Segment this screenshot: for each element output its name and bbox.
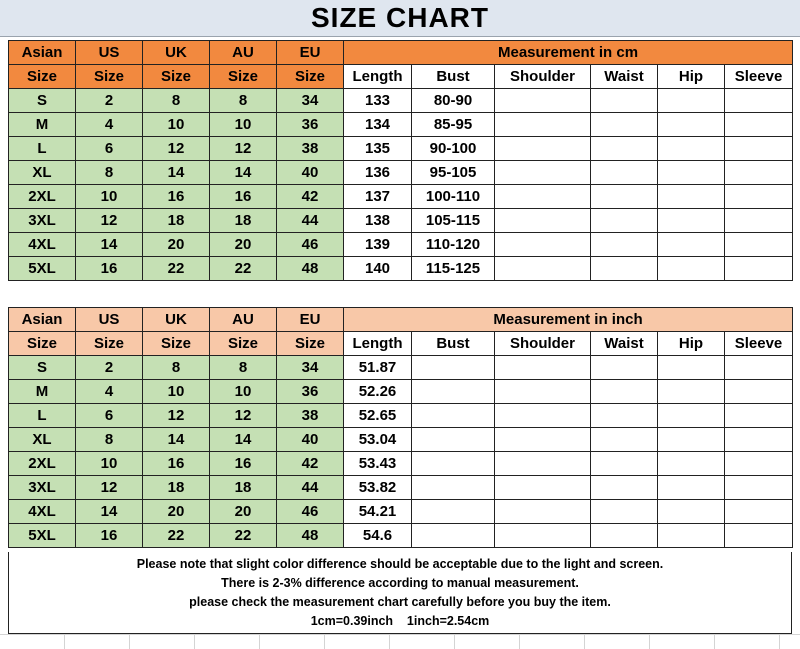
shoulder-cell — [495, 233, 591, 257]
length-cell: 133 — [344, 89, 412, 113]
size-cell-asian: 4XL — [9, 500, 76, 524]
hip-cell — [658, 428, 725, 452]
length-cell: 136 — [344, 161, 412, 185]
size-cell-eu: 44 — [277, 209, 344, 233]
size-cell-eu: 48 — [277, 257, 344, 281]
length-cell: 54.21 — [344, 500, 412, 524]
hip-cell — [658, 476, 725, 500]
header-row-bottom — [9, 65, 793, 89]
column-header: Asian — [9, 308, 76, 332]
sleeve-cell — [725, 428, 793, 452]
length-cell: 139 — [344, 233, 412, 257]
note-line: There is 2-3% difference according to manual measurement. — [221, 576, 579, 590]
hip-cell — [658, 524, 725, 548]
column-header: AU — [210, 308, 277, 332]
hip-cell — [658, 209, 725, 233]
length-cell: 138 — [344, 209, 412, 233]
size-cell-eu: 40 — [277, 428, 344, 452]
size-cell-eu: 40 — [277, 161, 344, 185]
hip-cell — [658, 500, 725, 524]
column-header: Asian — [9, 41, 76, 65]
hip-cell — [658, 257, 725, 281]
shoulder-cell — [495, 89, 591, 113]
length-cell: 51.87 — [344, 356, 412, 380]
size-cell-asian: XL — [9, 428, 76, 452]
column-header-sub: Size — [277, 65, 344, 89]
size-cell-uk: 10 — [143, 380, 210, 404]
shoulder-cell — [495, 428, 591, 452]
table-row — [9, 452, 793, 476]
hip-cell — [658, 89, 725, 113]
size-cell-asian: 3XL — [9, 209, 76, 233]
table-row — [9, 257, 793, 281]
table-row — [9, 89, 793, 113]
bust-cell: 85-95 — [412, 113, 495, 137]
notes-panel — [8, 552, 792, 634]
size-cell-asian: 3XL — [9, 476, 76, 500]
sleeve-cell — [725, 500, 793, 524]
table-row — [9, 209, 793, 233]
shoulder-cell — [495, 209, 591, 233]
measurement-column-header: Sleeve — [725, 65, 793, 89]
hip-cell — [658, 161, 725, 185]
measurement-group-header: Measurement in cm — [344, 41, 793, 65]
hip-cell — [658, 113, 725, 137]
size-cell-us: 2 — [76, 356, 143, 380]
size-cell-uk: 22 — [143, 257, 210, 281]
conversion-note: 1cm=0.39inch 1inch=2.54cm — [310, 614, 490, 628]
size-cell-eu: 36 — [277, 380, 344, 404]
size-cell-us: 10 — [76, 452, 143, 476]
bust-cell — [412, 452, 495, 476]
shoulder-cell — [495, 476, 591, 500]
size-cell-au: 22 — [210, 257, 277, 281]
size-cell-eu: 46 — [277, 500, 344, 524]
waist-cell — [591, 209, 658, 233]
size-cell-us: 8 — [76, 428, 143, 452]
waist-cell — [591, 524, 658, 548]
column-header-sub: Size — [210, 65, 277, 89]
table-row — [9, 161, 793, 185]
column-header-sub: Size — [143, 65, 210, 89]
size-cell-au: 16 — [210, 452, 277, 476]
size-cell-eu: 42 — [277, 452, 344, 476]
size-cell-eu: 44 — [277, 476, 344, 500]
sleeve-cell — [725, 476, 793, 500]
table-row — [9, 113, 793, 137]
waist-cell — [591, 356, 658, 380]
hip-cell — [658, 137, 725, 161]
waist-cell — [591, 233, 658, 257]
table-row — [9, 476, 793, 500]
length-cell: 53.82 — [344, 476, 412, 500]
header-row-top — [9, 308, 793, 332]
size-cell-uk: 14 — [143, 161, 210, 185]
shoulder-cell — [495, 137, 591, 161]
sleeve-cell — [725, 161, 793, 185]
hip-cell — [658, 185, 725, 209]
size-cell-asian: 2XL — [9, 185, 76, 209]
size-cell-us: 4 — [76, 113, 143, 137]
size-cell-asian: L — [9, 137, 76, 161]
size-cell-uk: 18 — [143, 476, 210, 500]
size-cell-uk: 12 — [143, 137, 210, 161]
length-cell: 54.6 — [344, 524, 412, 548]
waist-cell — [591, 476, 658, 500]
size-cell-us: 10 — [76, 185, 143, 209]
size-cell-asian: 5XL — [9, 257, 76, 281]
size-cell-asian: M — [9, 380, 76, 404]
bust-cell: 100-110 — [412, 185, 495, 209]
waist-cell — [591, 380, 658, 404]
waist-cell — [591, 185, 658, 209]
size-cell-au: 8 — [210, 89, 277, 113]
size-cell-uk: 12 — [143, 404, 210, 428]
spreadsheet-grid — [0, 634, 800, 649]
waist-cell — [591, 452, 658, 476]
waist-cell — [591, 137, 658, 161]
column-header-sub: Size — [76, 332, 143, 356]
size-cell-asian: XL — [9, 161, 76, 185]
bust-cell: 80-90 — [412, 89, 495, 113]
size-cell-asian: 4XL — [9, 233, 76, 257]
size-cell-eu: 34 — [277, 89, 344, 113]
size-cell-uk: 20 — [143, 233, 210, 257]
size-cell-asian: S — [9, 89, 76, 113]
measurement-column-header: Length — [344, 65, 412, 89]
measurement-column-header: Shoulder — [495, 65, 591, 89]
size-cell-au: 8 — [210, 356, 277, 380]
measurement-column-header: Waist — [591, 65, 658, 89]
table-row — [9, 380, 793, 404]
size-cell-au: 14 — [210, 428, 277, 452]
shoulder-cell — [495, 161, 591, 185]
size-cell-asian: S — [9, 356, 76, 380]
size-cell-au: 14 — [210, 161, 277, 185]
column-header: US — [76, 41, 143, 65]
note-line: please check the measurement chart carefully before you buy the item. — [189, 595, 611, 609]
bust-cell — [412, 380, 495, 404]
shoulder-cell — [495, 356, 591, 380]
size-cell-au: 10 — [210, 380, 277, 404]
size-cell-eu: 42 — [277, 185, 344, 209]
sleeve-cell — [725, 89, 793, 113]
hip-cell — [658, 233, 725, 257]
waist-cell — [591, 161, 658, 185]
size-cell-uk: 14 — [143, 428, 210, 452]
sleeve-cell — [725, 185, 793, 209]
length-cell: 134 — [344, 113, 412, 137]
length-cell: 137 — [344, 185, 412, 209]
size-cell-au: 18 — [210, 209, 277, 233]
size-cell-au: 22 — [210, 524, 277, 548]
measurement-column-header: Waist — [591, 332, 658, 356]
column-header: EU — [277, 41, 344, 65]
size-cell-eu: 48 — [277, 524, 344, 548]
length-cell: 140 — [344, 257, 412, 281]
table-row — [9, 233, 793, 257]
column-header: US — [76, 308, 143, 332]
size-cell-au: 20 — [210, 233, 277, 257]
bust-cell: 105-115 — [412, 209, 495, 233]
measurement-column-header: Bust — [412, 332, 495, 356]
page-title: SIZE CHART — [311, 2, 489, 33]
column-header-sub: Size — [76, 65, 143, 89]
size-cell-asian: L — [9, 404, 76, 428]
column-header-sub: Size — [210, 332, 277, 356]
shoulder-cell — [495, 380, 591, 404]
sleeve-cell — [725, 137, 793, 161]
note-line: Please note that slight color difference should be acceptable due to the light and screen. — [136, 557, 664, 571]
size-table-cm — [8, 40, 793, 281]
hip-cell — [658, 452, 725, 476]
shoulder-cell — [495, 524, 591, 548]
waist-cell — [591, 500, 658, 524]
size-cell-au: 20 — [210, 500, 277, 524]
measurement-column-header: Bust — [412, 65, 495, 89]
size-cell-us: 14 — [76, 500, 143, 524]
measurement-column-header: Shoulder — [495, 332, 591, 356]
sleeve-cell — [725, 404, 793, 428]
sleeve-cell — [725, 524, 793, 548]
size-cell-uk: 18 — [143, 209, 210, 233]
sleeve-cell — [725, 113, 793, 137]
hip-cell — [658, 404, 725, 428]
size-cell-au: 18 — [210, 476, 277, 500]
size-cell-au: 16 — [210, 185, 277, 209]
waist-cell — [591, 89, 658, 113]
bust-cell — [412, 524, 495, 548]
size-cell-us: 16 — [76, 257, 143, 281]
measurement-column-header: Sleeve — [725, 332, 793, 356]
size-cell-au: 12 — [210, 137, 277, 161]
size-cell-us: 8 — [76, 161, 143, 185]
size-cell-asian: M — [9, 113, 76, 137]
table-row — [9, 404, 793, 428]
size-cell-au: 10 — [210, 113, 277, 137]
size-cell-asian: 2XL — [9, 452, 76, 476]
length-cell: 135 — [344, 137, 412, 161]
inch-table-body — [9, 308, 793, 548]
size-cell-us: 6 — [76, 137, 143, 161]
sleeve-cell — [725, 257, 793, 281]
column-header: EU — [277, 308, 344, 332]
title-bar — [0, 0, 800, 37]
measurement-group-header: Measurement in inch — [344, 308, 793, 332]
size-cell-us: 6 — [76, 404, 143, 428]
size-cell-eu: 36 — [277, 113, 344, 137]
size-cell-eu: 34 — [277, 356, 344, 380]
shoulder-cell — [495, 452, 591, 476]
size-cell-uk: 10 — [143, 113, 210, 137]
column-header: UK — [143, 308, 210, 332]
sleeve-cell — [725, 209, 793, 233]
measurement-column-header: Hip — [658, 65, 725, 89]
size-cell-us: 14 — [76, 233, 143, 257]
size-cell-eu: 46 — [277, 233, 344, 257]
bust-cell: 95-105 — [412, 161, 495, 185]
sleeve-cell — [725, 233, 793, 257]
waist-cell — [591, 404, 658, 428]
size-cell-uk: 8 — [143, 89, 210, 113]
header-row-top — [9, 41, 793, 65]
bust-cell — [412, 356, 495, 380]
table-row — [9, 500, 793, 524]
size-cell-uk: 22 — [143, 524, 210, 548]
size-cell-us: 12 — [76, 476, 143, 500]
size-cell-eu: 38 — [277, 404, 344, 428]
bust-cell: 110-120 — [412, 233, 495, 257]
measurement-column-header: Length — [344, 332, 412, 356]
length-cell: 53.43 — [344, 452, 412, 476]
size-cell-uk: 16 — [143, 185, 210, 209]
size-table-inch — [8, 307, 793, 548]
column-header: AU — [210, 41, 277, 65]
waist-cell — [591, 257, 658, 281]
cm-table-body — [9, 41, 793, 281]
measurement-column-header: Hip — [658, 332, 725, 356]
size-cell-au: 12 — [210, 404, 277, 428]
size-cell-us: 4 — [76, 380, 143, 404]
hip-cell — [658, 380, 725, 404]
bust-cell — [412, 500, 495, 524]
size-cell-us: 12 — [76, 209, 143, 233]
table-row — [9, 428, 793, 452]
waist-cell — [591, 428, 658, 452]
size-cell-uk: 8 — [143, 356, 210, 380]
bust-cell — [412, 404, 495, 428]
column-header-sub: Size — [9, 332, 76, 356]
shoulder-cell — [495, 257, 591, 281]
table-row — [9, 185, 793, 209]
sleeve-cell — [725, 356, 793, 380]
column-header-sub: Size — [277, 332, 344, 356]
bust-cell: 90-100 — [412, 137, 495, 161]
table-row — [9, 356, 793, 380]
size-cell-uk: 20 — [143, 500, 210, 524]
table-row — [9, 524, 793, 548]
column-header-sub: Size — [143, 332, 210, 356]
shoulder-cell — [495, 113, 591, 137]
length-cell: 52.65 — [344, 404, 412, 428]
waist-cell — [591, 113, 658, 137]
header-row-bottom — [9, 332, 793, 356]
size-cell-eu: 38 — [277, 137, 344, 161]
sleeve-cell — [725, 380, 793, 404]
bust-cell: 115-125 — [412, 257, 495, 281]
column-header: UK — [143, 41, 210, 65]
sleeve-cell — [725, 452, 793, 476]
length-cell: 53.04 — [344, 428, 412, 452]
shoulder-cell — [495, 185, 591, 209]
column-header-sub: Size — [9, 65, 76, 89]
size-cell-asian: 5XL — [9, 524, 76, 548]
table-spacer — [0, 283, 800, 307]
table-row — [9, 137, 793, 161]
size-cell-us: 16 — [76, 524, 143, 548]
shoulder-cell — [495, 404, 591, 428]
size-cell-uk: 16 — [143, 452, 210, 476]
length-cell: 52.26 — [344, 380, 412, 404]
bust-cell — [412, 476, 495, 500]
hip-cell — [658, 356, 725, 380]
shoulder-cell — [495, 500, 591, 524]
bust-cell — [412, 428, 495, 452]
size-cell-us: 2 — [76, 89, 143, 113]
